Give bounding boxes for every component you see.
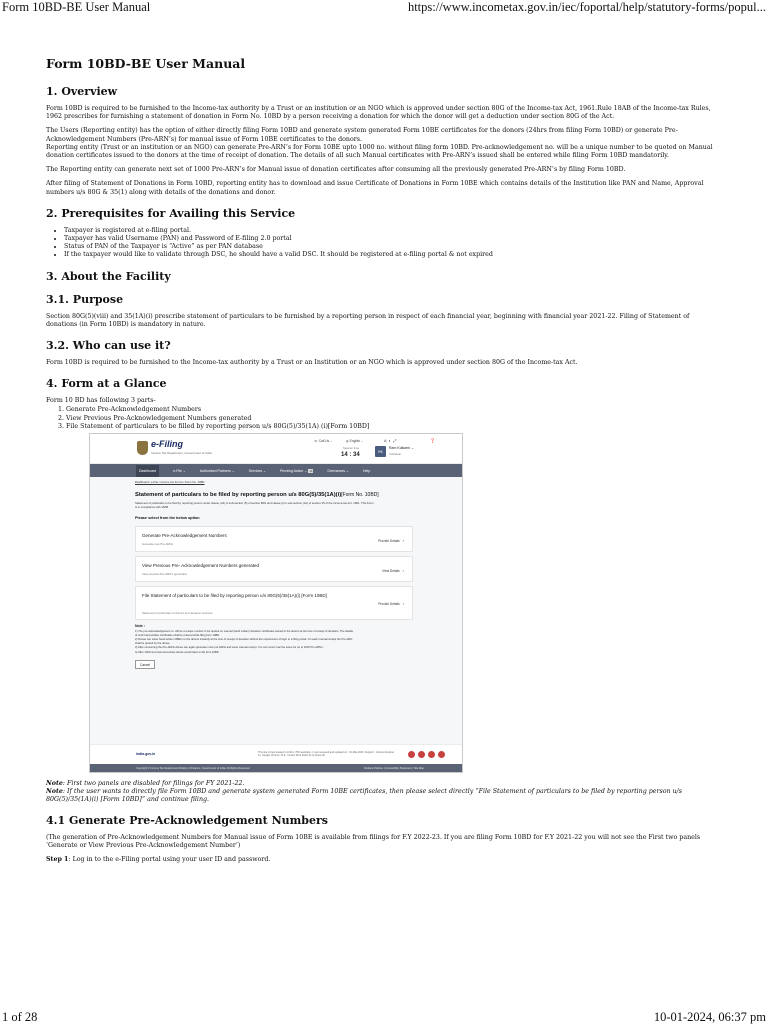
nav-services[interactable]: Services ⌄ xyxy=(248,468,266,473)
user-role: Individual xyxy=(389,452,401,457)
pending-count-badge: 10 xyxy=(309,468,313,473)
print-header-url[interactable]: https://www.incometax.gov.in/iec/foportal/help/statutory-forms/popul... xyxy=(407,0,766,14)
nav-grievances[interactable]: Grievances ⌄ xyxy=(327,468,349,473)
print-datetime: 10-01-2024, 06:37 pm xyxy=(653,1010,766,1024)
overview-paragraph-4: After filing of Statement of Donations in Form 10BD, reporting entity has to download and issue Certificate of Donations in Form 10BE which contains details of the Institution like PAN and Name, Approval numbers u/s 80G & 35(1) along with details of the donations and donor. xyxy=(46,180,704,196)
badge-icon xyxy=(408,751,415,758)
efiling-screenshot xyxy=(89,433,463,773)
help-icon[interactable]: ❓ xyxy=(430,438,435,444)
efiling-logo[interactable]: e-Filing xyxy=(151,439,183,450)
breadcrumb[interactable]: Dashboard / e-File / Income tax Forms / Form No. 10BD xyxy=(135,480,205,485)
list-item: 3. File Statement of particulars to be filled by reporting person u/s 80G(5)/35(1A) (i)[Form 10BD] xyxy=(66,423,722,431)
list-item: 1) The pre-acknowledgement no. will be a unique number to be quoted on manual (hand written) donation certificates issued to the donors at the time of receipt of donation. The details of such hand written certificates shall be entered while filing form 10BD. xyxy=(135,630,354,637)
provide-details-button[interactable]: Provide Details › xyxy=(378,601,404,607)
efiling-footer xyxy=(90,744,463,764)
option-title: Generate Pre-Acknowledgement Numbers xyxy=(142,533,227,539)
avatar[interactable]: RK xyxy=(375,446,386,457)
overview-paragraph-2a: The Users (Reporting entity) has the option of either directly filing Form 10BD and generate system generated Form 10BE certificates for the donors (24hrs from filing Form 10BD) or generate Pre-Acknowledgement Numbers (Pre-ARN’s) for manual issue of Form 10BE certificates to the donors. xyxy=(46,127,678,143)
phone-icon: ☏ xyxy=(314,439,319,444)
national-emblem-icon xyxy=(137,441,148,455)
option-subtitle: View previous Pre-ARN's generated xyxy=(142,572,187,577)
list-item: 1. Generate Pre-Acknowledgement Numbers xyxy=(66,406,722,414)
list-item: 3) After consuming the Pre-ARNs donee can again generate more pre ARNs and issue manual receipt. You can count max the same for up to 1000 Pre ARN's. xyxy=(135,646,324,650)
list-item: 2. View Previous Pre-Acknowledgement Numbers generated xyxy=(66,415,722,423)
purpose-paragraph: Section 80G(5)(viii) and 35(1A)(i) prescribe statement of particulars to be furnished by a reporting person in respect of each financial year, beginning with financial year 2021-22. Filing of Statement of donations (in Form 10BD) is mandatory in nature. xyxy=(46,312,690,328)
session-timer: 14 : 34 xyxy=(341,452,360,459)
overview-paragraph-2b: Reporting entity (Trust or an institution or an NGO) can generate Pre-ARN’s for Form 10BE upto 1000 no. without filing form 10BD. Pre-acknowledgement no. will be a unique number to be quoted on Manual donation certificates issued to the donors at the time of receipt of donation. The details of all such Manual certificates with Pre-ARN’s issued shall be entered while filing Form 10BD mandatorily. xyxy=(46,143,713,160)
globe-icon: ◍ xyxy=(346,439,350,444)
list-item: • If the taxpayer would like to validate through DSC, he should have a valid DSC. It should be registered at e-filing portal & not expired xyxy=(64,251,722,259)
section-heading-about: 3. About the Facility xyxy=(46,269,171,283)
form-description: Statement of particulars to be filed by reporting person under clause (viii) of sub-section (5) of section 80G and clause (i) to sub-section (1A) of section 35 of the Income-tax Act, 1961. This Form is in compliance with 18AB xyxy=(135,501,374,510)
print-header-title: Form 10BD-BE User Manual xyxy=(2,0,151,14)
note-list xyxy=(135,630,355,654)
efiling-logo-subtitle: Income Tax Department, Government of India xyxy=(151,451,212,456)
note-direct-filing: Note: If the user wants to directly file Form 10BD and generate system generated Form 10BE certificates, then please select directly “File Statement of particulars to be filed by reporting person u/s 80G(5)/35(1A)(i) [Form 10BD]” and continue filing. xyxy=(46,788,683,804)
overview-paragraph-2 xyxy=(46,127,722,160)
session-time-label: Session time xyxy=(343,446,360,451)
list-item: 4) After 1000 unconsumed entries donee would have to file form 10BD xyxy=(135,650,219,654)
provide-details-button[interactable]: Provide Details › xyxy=(378,538,404,544)
nav-authorised-partners[interactable]: Authorised Partners ⌄ xyxy=(199,468,235,473)
generate-pre-arn-paragraph: (The generation of Pre-Acknowledgement Numbers for Manual issue of Form 10BE is available from filings for F.Y 2022-23. If you are filing Form 10BD for F.Y 2021-22 you will not see the First two panels ‘Generate or View Previous Pre-Acknowledgement Number’) xyxy=(46,833,701,849)
list-item: • Taxpayer is registered at e-filing portal. xyxy=(64,227,722,235)
print-footer xyxy=(0,1010,768,1024)
chevron-right-icon: › xyxy=(402,601,404,607)
note-fy-2021-22: Note: First two panels are disabled for filings for FY 2021-22. xyxy=(46,780,245,788)
form-title: Statement of particulars to be filed by reporting person u/s 80G(5)/35(1A)(i)[Form No. 10BD] xyxy=(135,492,379,499)
footer-badges xyxy=(408,751,445,758)
select-option-label: Please select from the below option xyxy=(135,516,200,521)
list-item: • Status of PAN of the Taxpayer is “Active” as per PAN database xyxy=(64,243,722,251)
section-heading-who-can-use: 3.2. Who can use it? xyxy=(46,339,171,353)
option-title: File Statement of particulars to be filed by reporting person u/s 80G(5)/35(1A)(i) [Form 10BD] xyxy=(142,593,327,599)
document-content xyxy=(46,56,722,870)
nav-dashboard[interactable]: Dashboard xyxy=(136,465,159,477)
efiling-header xyxy=(90,434,462,464)
section-heading-generate-pre-arn: 4.1 Generate Pre-Acknowledgement Numbers xyxy=(46,813,328,827)
prerequisites-list xyxy=(64,227,722,260)
nav-pending-action[interactable]: Pending Action ⌄ 10 xyxy=(279,468,313,473)
option-generate-pre-arn[interactable] xyxy=(135,526,413,552)
chevron-right-icon: › xyxy=(402,538,404,544)
option-view-previous-pre-arn[interactable] xyxy=(135,556,413,582)
form-parts-list xyxy=(64,406,722,431)
chevron-down-icon: ⌄ xyxy=(411,446,414,451)
option-subtitle: Generate new Pre-ARNs xyxy=(142,542,173,547)
form-number: [Form No. 10BD] xyxy=(341,492,379,499)
option-title: View Previous Pre- Acknowledgement Numbers generated xyxy=(142,563,259,569)
section-heading-purpose: 3.1. Purpose xyxy=(46,292,124,306)
call-us-link[interactable]: ☏ Call Us ⌄ xyxy=(314,439,333,444)
option-file-statement-10bd[interactable] xyxy=(135,586,413,620)
chevron-right-icon: › xyxy=(402,568,404,574)
user-name[interactable]: Ram Kulkarni ⌄ xyxy=(389,446,414,451)
form-parts-intro: Form 10 BD has following 3 parts- xyxy=(46,397,156,405)
print-header xyxy=(0,0,768,16)
copyright-text: Copyright © Income Tax Department Ministry of Finance, Government of India. All Rights Reserved xyxy=(136,767,250,771)
view-details-button[interactable]: View Details › xyxy=(382,568,404,574)
accessibility-icons[interactable]: A ◐ ⤢ xyxy=(384,438,397,444)
cancel-button[interactable]: Cancel xyxy=(135,660,155,669)
section-heading-form-at-glance: 4. Form at a Glance xyxy=(46,377,167,391)
copyright-bar xyxy=(90,764,463,773)
form-panel xyxy=(135,480,457,669)
option-subtitle: Statement of particulars of donors and donation received xyxy=(142,611,213,616)
who-can-use-paragraph: Form 10BD is required to be furnished to the Income-tax authority by a Trust or an Institution or an NGO which is approved under section 80G of the Income-tax Act. xyxy=(46,359,578,367)
overview-paragraph-3: The Reporting entity can generate next set of 1000 Pre-ARN’s for Manual issue of donation certificates after consuming all the previously generated Pre-ARN’s by filing Form 10BD. xyxy=(46,166,626,174)
section-heading-prerequisites: 2. Prerequisites for Availing this Service xyxy=(46,206,296,220)
footer-links[interactable]: Website Policies | Accessibility Statement | Site Map xyxy=(364,767,424,771)
footer-text: This site is best viewed in 1024 x 768 resolution. | Last reviewed and updated on : 10-Mar-2023. Support : Internet Explorer 11, Google Chrome 74 & , Firefox 68 & Safari 11 & Opera 60 xyxy=(258,751,395,758)
list-item: 2) Donee can issue hand written 10BE's to the donors instantly at the time of receipt of donation without the requirement of login to e-filing portal. On each manual receipt the Pre-ARN shall be quoted by the donee. xyxy=(135,638,353,645)
page-title: Form 10BD-BE User Manual xyxy=(46,56,246,71)
overview-paragraph-1: Form 10BD is required to be furnished to the Income-tax authority by a Trust or an institution or an NGO which is approved under section 80G of the Income-tax Act, 1961.Rule 18AB of the Income-tax Rules, 1962 prescribes for furnishing a statement of donation in Form No. 10BD by a person receiving a donation for which the donor will get a deduction under section 80G of the Act. xyxy=(46,105,711,121)
page-number: 1 of 28 xyxy=(2,1010,38,1024)
language-selector[interactable]: ◍ English ⌄ xyxy=(346,439,364,444)
nav-help[interactable]: Help xyxy=(362,468,371,473)
nav-efile[interactable]: e-File ⌄ xyxy=(173,468,186,473)
badge-icon xyxy=(428,751,435,758)
note-title: Note : xyxy=(135,624,145,629)
badge-icon xyxy=(438,751,445,758)
badge-icon xyxy=(418,751,425,758)
section-heading-overview: 1. Overview xyxy=(46,85,118,98)
step-1: Step 1: Log in to the e-Filing portal using your user ID and password. xyxy=(46,856,271,864)
list-item: • Taxpayer has valid Username (PAN) and Password of E-filing 2.0 portal xyxy=(64,235,722,243)
main-nav xyxy=(90,464,462,477)
india-gov-logo[interactable]: india.gov.in xyxy=(136,752,156,757)
